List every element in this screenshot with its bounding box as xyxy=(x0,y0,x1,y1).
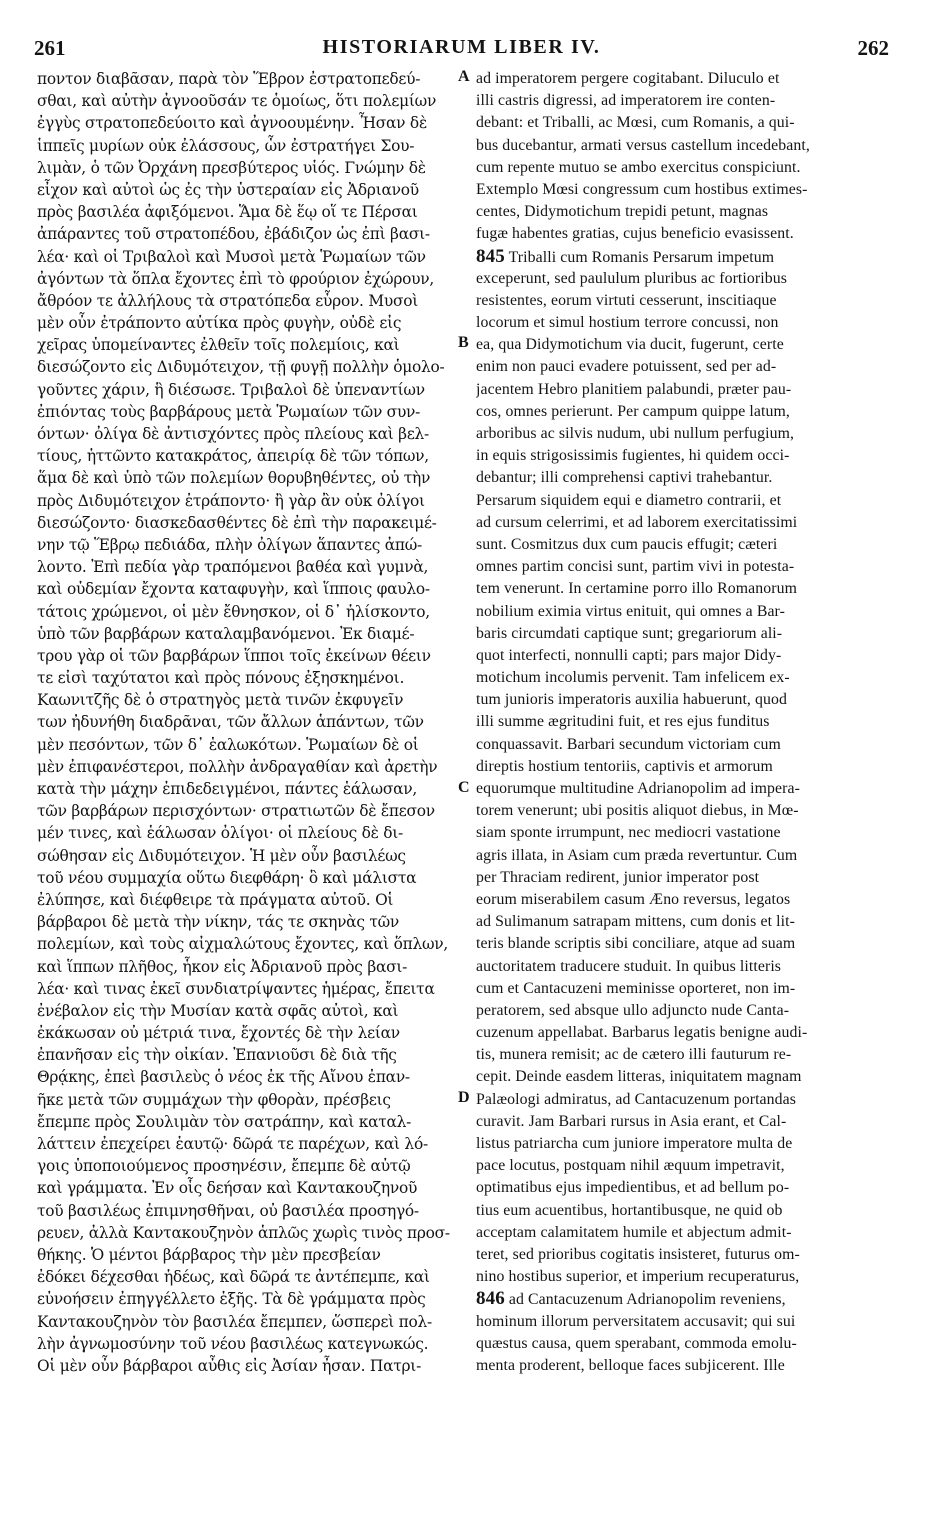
greek-line xyxy=(37,1044,455,1066)
latin-line xyxy=(476,1355,896,1377)
latin-line-text: debant: et Triballi, ac Mœsi, cum Romanis, a qui- xyxy=(476,114,795,132)
greek-line xyxy=(37,711,455,733)
greek-line xyxy=(37,1066,455,1088)
latin-line xyxy=(476,401,896,423)
latin-line xyxy=(476,800,896,822)
margin-marker-b: B xyxy=(458,334,469,351)
greek-line xyxy=(37,445,455,467)
greek-line xyxy=(37,933,455,955)
greek-line xyxy=(37,689,455,711)
greek-line xyxy=(37,157,455,179)
latin-line-text: ad imperatorem pergere cogitabant. Diluculo et xyxy=(476,70,780,87)
margin-marker-c: C xyxy=(458,779,470,796)
latin-line-text: ad cursum celerrimi, et ad laborem exercitatissimi xyxy=(476,513,798,531)
greek-line xyxy=(37,223,455,245)
latin-line xyxy=(476,956,896,978)
latin-line-text: locorum et simul hostium terrore concussi, non xyxy=(476,314,779,332)
latin-line-text: Extemplo Mœsi congressum cum hostibus extimes- xyxy=(476,180,808,198)
latin-line-text: agris illata, in Asiam cum præda revertuntur. Cum xyxy=(476,846,798,864)
greek-line-text: μὲν ἐπιφανέστεροι, πολλὴν ἀνδραγαθίαν καὶ ἀρετὴν xyxy=(37,757,438,776)
latin-line xyxy=(476,601,896,623)
greek-line xyxy=(37,778,455,800)
latin-line-text: illi castris digressi, ad imperatorem ire conten- xyxy=(476,92,776,110)
latin-line xyxy=(476,334,896,356)
greek-line-text: εὐνοήσειν ἐπηγγέλλετο ἑξῆς. Τὰ δὲ γράμματα πρὸς xyxy=(37,1290,426,1309)
greek-line xyxy=(37,356,455,378)
greek-line-text: ἐπιόντας τοὺς βαρβάρους μετὰ Ῥωμαίων τῶν συν- xyxy=(37,402,421,421)
greek-line xyxy=(37,112,455,134)
greek-line xyxy=(37,423,455,445)
greek-line xyxy=(37,734,455,756)
greek-line xyxy=(37,623,455,645)
latin-line xyxy=(476,1311,896,1333)
latin-line xyxy=(476,135,896,157)
latin-line-text: resistentes, eorum virtuti cesserunt, inscitiaque xyxy=(476,291,777,309)
latin-line xyxy=(476,1244,896,1266)
latin-line-text: sunt. Cosmitzus dux cum paucis effugit; cæteri xyxy=(476,535,778,553)
latin-line-text: omnes partim concisi sunt, partim vivi in potesta- xyxy=(476,558,795,576)
latin-line xyxy=(476,1044,896,1066)
latin-line xyxy=(476,556,896,578)
latin-line-text: nino hostibus superior, et imperium recuperaturus, xyxy=(476,1268,800,1286)
running-title: HISTORIARUM LIBER IV. xyxy=(322,36,601,58)
greek-line-text: όντων· ὀλίγα δὲ ἀντισχόντες πρὸς πλείους καὶ βελ- xyxy=(37,425,430,443)
greek-line xyxy=(37,1333,455,1355)
latin-line xyxy=(476,1333,896,1355)
latin-line-text: tum junioris imperatoris auxilia habuerunt, quod xyxy=(476,691,788,709)
latin-line xyxy=(476,90,896,112)
latin-line-text: peratorem, sed absque ullo adjuncto nude Canta- xyxy=(476,1001,790,1019)
greek-line-text: Καωνιτζῆς δὲ ὁ στρατηγὸς μετὰ τινῶν ἐκφυγεῖν xyxy=(37,691,404,710)
greek-line xyxy=(37,246,455,268)
latin-line xyxy=(476,689,896,711)
latin-line-text: cum repente mutuo se ambo exercitus conspiciunt. xyxy=(476,158,801,176)
latin-line-text: optimatibus ejus impedientibus, et ad bellum po- xyxy=(476,1179,790,1197)
latin-line-text: exceperunt, sed paululum pluribus ac fortioribus xyxy=(476,269,788,287)
greek-line-text: ρευεν, ἀλλὰ Καντακουζηνὸν ἁπλῶς χωρὶς τινὸς προσ- xyxy=(37,1223,450,1242)
latin-line xyxy=(476,889,896,911)
latin-line-text: siam sponte irrumpunt, nec mediocri vastatione xyxy=(476,824,781,842)
greek-line-text: κατὰ τὴν μάχην ἐπιδεδειγμένοι, πάντες ἑάλωσαν, xyxy=(37,780,417,798)
latin-line xyxy=(476,578,896,600)
greek-line-text: εἶχον καὶ αὐτοὶ ὡς ἐς τὴν ὑστεραίαν εἰς Ἀδριανοῦ xyxy=(37,180,419,199)
latin-line xyxy=(476,68,896,90)
latin-line xyxy=(476,490,896,512)
greek-line-text: καὶ οὐδεμίαν ἔχοντα καταφυγὴν, καὶ ἵπποις φαυλο- xyxy=(37,580,430,599)
greek-line xyxy=(37,1089,455,1111)
latin-line xyxy=(476,1022,896,1044)
greek-line xyxy=(37,845,455,867)
greek-line-text: πρὸς βασιλέα ἀφιξόμενοι. Ἅμα δὲ ἕῳ οἵ τε Πέρσαι xyxy=(37,203,418,222)
latin-line-text: quæstus causa, quem sperabant, commoda emolu- xyxy=(476,1334,797,1352)
latin-text-column xyxy=(476,68,896,1377)
greek-line-text: ἱππεῖς μυρίων οὐκ ἐλάσσους, ὧν ἐστρατήγει Σου- xyxy=(37,136,415,155)
latin-line xyxy=(476,1222,896,1244)
latin-line-text: ea, qua Didymotichum via ducit, fugerunt, certe xyxy=(476,336,784,354)
latin-line xyxy=(476,1200,896,1222)
greek-line xyxy=(37,1022,455,1044)
greek-line xyxy=(37,756,455,778)
greek-line xyxy=(37,379,455,401)
latin-line xyxy=(476,246,896,268)
latin-line-text: eorum miserabilem casum Æno reversus, legatos xyxy=(476,890,791,908)
latin-line xyxy=(476,423,896,445)
greek-line-text: ἐλύπησε, καὶ διέφθειρε τὰ πράγματα αὐτοῦ. Οἱ xyxy=(37,890,394,909)
latin-line xyxy=(476,978,896,1000)
greek-line xyxy=(37,1200,455,1222)
latin-line-text: cum et Cantacuzeni meminisse oporteret, non im- xyxy=(476,979,796,997)
greek-line xyxy=(37,822,455,844)
latin-line xyxy=(476,223,896,245)
greek-line xyxy=(37,68,455,90)
latin-line-text: auctoritatem traducere studuit. In quibus litteris xyxy=(476,957,782,975)
greek-line xyxy=(37,467,455,489)
latin-line-text: fugæ habentes gratias, cujus beneficio evasissent. xyxy=(476,225,794,243)
latin-line xyxy=(476,822,896,844)
margin-marker-a: A xyxy=(458,68,470,85)
greek-line-text: βάρβαροι δὲ μετὰ τὴν νίκην, τάς τε σκηνὰς τῶν xyxy=(37,913,399,932)
latin-line-text: in equis strigosissimis fugientes, hi quidem occi- xyxy=(476,447,790,465)
latin-line-text: conquassavit. Barbari secundum victoriam cum xyxy=(476,735,781,753)
greek-line xyxy=(37,1222,455,1244)
latin-line xyxy=(476,268,896,290)
greek-line xyxy=(37,1266,455,1288)
latin-line-text: curavit. Jam Barbari rursus in Asia erant, et Cal- xyxy=(476,1112,787,1130)
greek-line xyxy=(37,1177,455,1199)
latin-line xyxy=(476,157,896,179)
greek-line xyxy=(37,135,455,157)
greek-line xyxy=(37,490,455,512)
greek-line-text: σθαι, καὶ αὐτὴν ἀγνοοῦσάν τε ὁμοίως, ὅτι πολεμίων xyxy=(37,92,437,111)
greek-line-text: πολεμίων, καὶ τοὺς αἰχμαλώτους ἔχοντες, καὶ ὅπλων, xyxy=(37,935,448,954)
latin-line xyxy=(476,356,896,378)
latin-line xyxy=(476,112,896,134)
greek-line-text: καὶ γράμματα. Ἐν οἷς δεήσαν καὶ Καντακουζηνοῦ xyxy=(37,1179,418,1198)
greek-line xyxy=(37,1111,455,1133)
greek-line-text: νην τῷ Ἕβρῳ πεδιάδα, πλὴν ὀλίγων ἅπαντες ἀπώ- xyxy=(37,535,422,554)
greek-text-column xyxy=(37,68,455,1377)
greek-line-text: τοῦ νέου συμμαχία οὕτω διεφθάρη· ὃ καὶ μάλιστα xyxy=(37,868,417,887)
greek-line-text: ἄθρόον τε ἀλλήλους τὰ στρατόπεδα εὗρον. Μυσοὶ xyxy=(37,291,419,310)
greek-line xyxy=(37,956,455,978)
greek-line-text: λιμὰν, ὁ τῶν Ὀρχάνη πρεσβύτερος υἱός. Γνώμην δὲ xyxy=(37,158,426,177)
page-number-left: 261 xyxy=(34,36,66,60)
latin-line-text: ad Sulimanum satrapam mittens, cum donis et lit- xyxy=(476,913,795,931)
latin-line-text: centes, Didymotichum trepidi petunt, magnas xyxy=(476,203,769,221)
greek-line-text: διεσώζοντο εἰς Διδυμότειχον, τῇ φυγῇ πολλὴν ὁμολο- xyxy=(37,358,445,377)
greek-line xyxy=(37,1244,455,1266)
latin-line-text: equorumque multitudine Adrianopolim ad impera- xyxy=(476,780,800,797)
greek-line xyxy=(37,1133,455,1155)
latin-line-text: enim non pauci evadere potuissent, sed per ad- xyxy=(476,358,777,376)
latin-line xyxy=(476,778,896,800)
latin-line xyxy=(476,1177,896,1199)
greek-line xyxy=(37,1288,455,1310)
greek-line xyxy=(37,534,455,556)
latin-line xyxy=(476,379,896,401)
page-number-right: 262 xyxy=(857,36,889,60)
latin-line-text: listus patriarcha cum juniore imperatore multa de xyxy=(476,1135,793,1152)
latin-line xyxy=(476,1288,896,1310)
latin-line xyxy=(476,290,896,312)
greek-line-text: μὲν οὖν ἐτράποντο αὐτίκα πρὸς φυγὴν, οὐδὲ εἰς xyxy=(37,314,402,333)
latin-line xyxy=(476,312,896,334)
greek-line xyxy=(37,601,455,623)
latin-line xyxy=(476,201,896,223)
latin-line xyxy=(476,1066,896,1088)
greek-line xyxy=(37,1155,455,1177)
greek-line-text: ποντον διαβᾶσαν, παρὰ τὸν Ἕβρον ἐστρατοπεδεύ- xyxy=(37,70,421,88)
greek-line xyxy=(37,201,455,223)
latin-line xyxy=(476,1089,896,1111)
latin-line-text: Persarum siquidem equi e diametro contrarii, et xyxy=(476,491,782,509)
greek-line-text: τοῦ βασιλέως ἐπιμνησθῆναι, οὐ βασιλέα προσηγό- xyxy=(37,1201,419,1220)
latin-line-text: cepit. Deinde easdem litteras, iniquitatem magnam xyxy=(476,1068,802,1086)
greek-line-text: ἀπάραντες τοῦ στρατοπέδου, ἐβάδιζον ὡς ἐπὶ βασι- xyxy=(37,225,430,244)
greek-line-text: τε εἰσὶ ταχύτατοι καὶ πρὸς πόνους ἐξησκημένοι. xyxy=(37,669,405,688)
latin-line-text: jacentem Hebro planitiem palabundi, præter pau- xyxy=(476,380,792,398)
greek-line-text: θήκης. Ὁ μέντοι βάρβαρος τὴν μὲν πρεσβείαν xyxy=(37,1245,381,1264)
greek-line-text: λέα· καὶ τινας ἐκεῖ συνδιατρίψαντες ἡμέρας, ἔπειτα xyxy=(37,979,435,998)
latin-line xyxy=(476,467,896,489)
latin-line-text: Triballi cum Romanis Persarum impetum xyxy=(508,248,775,266)
latin-line-text: tis, munera remisit; ac de cætero illi fauturum re- xyxy=(476,1046,792,1064)
latin-line-text: quot interfecti, nonnulli capti; pars major Didy- xyxy=(476,646,782,664)
section-number: 845 xyxy=(476,245,505,267)
latin-line xyxy=(476,711,896,733)
latin-line xyxy=(476,734,896,756)
latin-line-text: tius eum acuentibus, hortantibusque, ne quid ob xyxy=(476,1201,783,1219)
greek-line-text: τάτοις χρώμενοι, οἱ μὲν ἔθνησκον, οἱ δ᾽ ἡλίσκοντο, xyxy=(37,602,430,621)
greek-line-text: λέα· καὶ οἱ Τριβαλοὶ καὶ Μυσοὶ μετὰ Ῥωμαίων τῶν xyxy=(37,247,426,266)
latin-line-text: arboribus ac silvis nudum, ubi nullum perfugium, xyxy=(476,425,795,442)
greek-line-text: γοῦντες χάριν, ἣ διέσωσε. Τριβαλοὶ δὲ ὑπεναντίων xyxy=(37,380,425,399)
greek-line xyxy=(37,556,455,578)
greek-line-text: μὲν πεσόντων, τῶν δ᾽ ἑαλωκότων. Ῥωμαίων δὲ οἱ xyxy=(37,735,419,754)
latin-line-text: torem venerunt; ubi positis aliquot diebus, in Mœ- xyxy=(476,802,799,820)
latin-line xyxy=(476,1133,896,1155)
greek-line-text: των ἠδυνήθη διαδρᾶναι, τῶν ἄλλων ἁπάντων, τῶν xyxy=(37,713,424,732)
greek-line xyxy=(37,512,455,534)
greek-line xyxy=(37,889,455,911)
latin-line-text: acceptam calamitatem humile et abjectum admit- xyxy=(476,1223,792,1241)
latin-line-text: baris circumdati captique sunt; gregariorum ali- xyxy=(476,624,783,642)
latin-line-text: motichum incolumis pervenit. Tam infelicem ex- xyxy=(476,669,790,687)
latin-line xyxy=(476,667,896,689)
greek-line-text: ἐπανῆσαν εἰς τὴν οἰκίαν. Ἐπανιοῦσι δὲ διὰ τῆς xyxy=(37,1046,397,1065)
greek-line xyxy=(37,978,455,1000)
latin-line xyxy=(476,1266,896,1288)
latin-line xyxy=(476,867,896,889)
latin-line xyxy=(476,623,896,645)
latin-line-text: Palæologi admiratus, ad Cantacuzenum portandas xyxy=(476,1090,797,1108)
greek-line xyxy=(37,268,455,290)
greek-line-text: χεῖρας ὑπομείναντες ἐλθεῖν τοῖς πολεμίοις, καὶ xyxy=(37,336,400,355)
latin-line xyxy=(476,1155,896,1177)
greek-line xyxy=(37,290,455,312)
greek-line-text: Οἱ μὲν οὖν βάρβαροι αὖθις εἰς Ἀσίαν ἦσαν. Πατρι- xyxy=(37,1356,422,1375)
greek-line-text: γοις ὑποποιούμενος προσηνέσιν, ἔπεμπε δὲ αὐτῷ xyxy=(37,1157,411,1176)
section-number: 846 xyxy=(476,1288,505,1310)
greek-line xyxy=(37,1355,455,1377)
greek-line-text: λάττειν ἐπεχείρει ἑαυτῷ· δῶρά τε παρέχων, καὶ λό- xyxy=(37,1135,428,1153)
latin-line-text: hominum illorum perversitatem accusavit; qui sui xyxy=(476,1312,796,1330)
greek-line-text: ἔπεμπε πρὸς Σουλιμὰν τὸν σατράπην, καὶ καταλ- xyxy=(37,1112,412,1131)
latin-line-text: illi summe ægritudini fuit, et res ejus funditus xyxy=(476,713,770,731)
latin-line xyxy=(476,445,896,467)
greek-line xyxy=(37,179,455,201)
greek-line xyxy=(37,800,455,822)
latin-line-text: menta proderent, belloque faces subjicerent. Ille xyxy=(476,1356,785,1374)
latin-line xyxy=(476,1000,896,1022)
greek-line xyxy=(37,911,455,933)
latin-line-text: nobilium eximia virtus enituit, qui omnes a Bar- xyxy=(476,602,785,620)
latin-line-text: debantur; illi comprehensi captivi trahebantur. xyxy=(476,469,773,487)
running-header xyxy=(34,36,889,70)
greek-line xyxy=(37,1000,455,1022)
greek-line-text: τῶν βαρβάρων περισχόντων· στρατιωτῶν δὲ ἔπεσον xyxy=(37,802,435,821)
greek-line xyxy=(37,90,455,112)
latin-line-text: per Thraciam redirent, junior imperator post xyxy=(476,868,760,886)
latin-line xyxy=(476,512,896,534)
latin-line-text: cos, omnes perierunt. Per campum quippe latum, xyxy=(476,402,790,420)
latin-line xyxy=(476,645,896,667)
greek-line-text: ῆκε μετὰ τῶν συμμάχων τὴν φθορὰν, πρέσβεις xyxy=(37,1090,391,1109)
greek-line-text: τρου γὰρ οἱ τῶν βαρβάρων ἵπποι τοῖς ἐκείνων θέειν xyxy=(37,646,431,665)
greek-line-text: ὑπὸ τῶν βαρβάρων καταλαμβανόμενοι. Ἐκ διαμέ- xyxy=(37,624,415,643)
greek-line-text: Θρᾴκης, ἐπεὶ βασιλεὺς ὁ νέος ἐκ τῆς Αἴνου ἐπαν- xyxy=(37,1068,410,1087)
greek-line xyxy=(37,645,455,667)
greek-line-text: ἐκάκωσαν οὐ μέτριά τινα, ἔχοντές δὲ τὴν λείαν xyxy=(37,1024,400,1043)
greek-line xyxy=(37,578,455,600)
greek-line-text: ἅμα δὲ καὶ ὑπὸ τῶν πολεμίων θορυβηθέντες, οὐ τὴν xyxy=(37,469,431,488)
greek-line-text: ἐδόκει δέχεσθαι ἡδέως, καὶ δῶρά τε ἀντέπεμπε, καὶ xyxy=(37,1268,430,1287)
greek-line-text: ἐγγὺς στρατοπεδεύοιτο καὶ ἀγνοουμένην. Ἦσαν δὲ xyxy=(37,114,427,133)
greek-line xyxy=(37,667,455,689)
latin-line xyxy=(476,756,896,778)
latin-line-text: cuzenum appellabat. Barbarus legatis benigne audi- xyxy=(476,1024,808,1042)
greek-line-text: ἐνέβαλον εἰς τὴν Μυσίαν κατὰ σφᾶς αὐτοὶ, καὶ xyxy=(37,1001,399,1020)
latin-line-text: teret, sed prioribus cogitatis insisteret, futurus om- xyxy=(476,1245,800,1263)
greek-line xyxy=(37,401,455,423)
greek-line xyxy=(37,1311,455,1333)
latin-line xyxy=(476,534,896,556)
greek-line-text: πρὸς Διδυμότειχον ἐτράποντο· ἢ γὰρ ἂν οὐκ ὀλίγοι xyxy=(37,491,425,510)
greek-line-text: καὶ ἵππων πλῆθος, ἧκον εἰς Ἀδριανοῦ πρὸς βασι- xyxy=(37,957,408,976)
latin-line-text: direptis hostium tentoriis, captivis et armorum xyxy=(476,757,773,775)
latin-line-text: teris blande scriptis sibi conciliare, atque ad suam xyxy=(476,935,796,953)
latin-line-text: bus ducebantur, armati versus castellum incedebant, xyxy=(476,136,810,154)
latin-line-text: pace locutus, postquam nihil æquum impetravit, xyxy=(476,1157,785,1175)
latin-line-text: tem venerunt. In certamine porro illo Romanorum xyxy=(476,580,797,598)
greek-line xyxy=(37,312,455,334)
greek-line-text: λοντο. Ἐπὶ πεδία γὰρ τραπόμενοι βαθέα καὶ γυμνὰ, xyxy=(37,558,429,577)
greek-line-text: σώθησαν εἰς Διδυμότειχον. Ἡ μὲν οὖν βασιλέως xyxy=(37,846,406,865)
latin-line xyxy=(476,933,896,955)
latin-line xyxy=(476,179,896,201)
latin-line-text: ad Cantacuzenum Adrianopolim reveniens, xyxy=(508,1291,786,1309)
greek-line-text: λὴν ἀγνωμοσύνην τοῦ νέου βασιλέως κατεγνωκώς. xyxy=(37,1334,429,1353)
greek-line xyxy=(37,867,455,889)
latin-line xyxy=(476,845,896,867)
greek-line-text: ἀγόντων τὰ ὅπλα ἔχοντες ἐπὶ τὸ φρούριον ἐχώρουν, xyxy=(37,269,435,288)
greek-line xyxy=(37,334,455,356)
latin-line xyxy=(476,911,896,933)
greek-line-text: Καντακουζηνὸν τὸν βασιλέα ἔπεμπεν, ὥσπερεὶ πολ- xyxy=(37,1312,432,1331)
latin-line xyxy=(476,1111,896,1133)
greek-line-text: διεσώζοντο· διασκεδασθέντες δὲ ἐπὶ τὴν παρακειμέ- xyxy=(37,513,437,532)
greek-line-text: τίους, ἡττῶντο κατακράτος, ἀπειρίᾳ δὲ τῶν τόπων, xyxy=(37,447,429,466)
greek-line-text: μέν τινες, καὶ ἑάλωσαν ὀλίγοι· οἱ πλείους δὲ δι- xyxy=(37,824,404,843)
margin-marker-d: D xyxy=(458,1089,470,1106)
